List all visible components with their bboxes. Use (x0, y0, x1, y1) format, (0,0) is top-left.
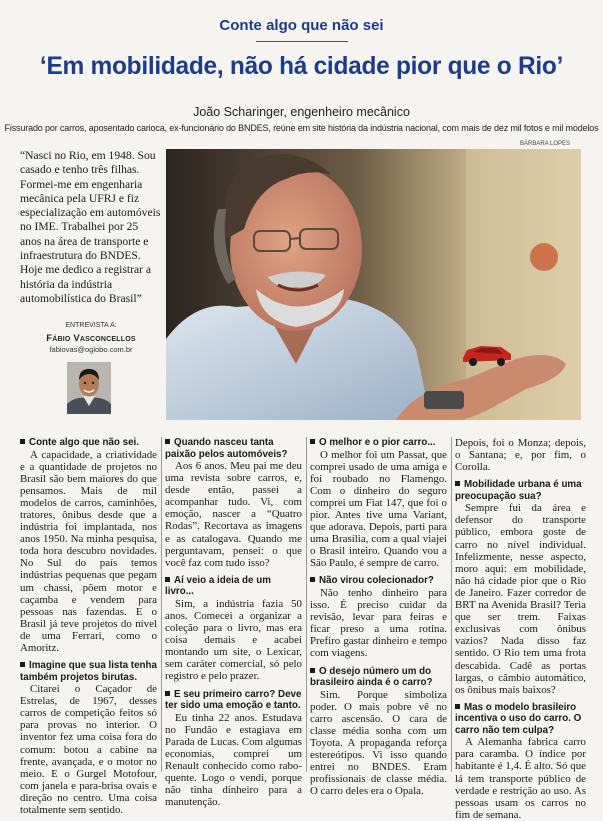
interviewer-email[interactable]: fabiovas@oglobo.com.br (49, 345, 133, 354)
question-heading: Não virou colecionador? (310, 575, 447, 587)
answer-paragraph: Não tenho dinheiro para isso. É preciso cuidar da revisão, levar para feiras e ficar preso a uma rotina. Prefiro gastar dinheiro e tempo com viagens. (310, 586, 447, 660)
bullet-icon (165, 439, 170, 444)
answer-paragraph: Aos 6 anos. Meu pai me deu uma revista sobre carros, e, desde então, passei a acompanhar tudo. Vi, com emoção, nascer a “Quatro Rodas”. Recortava as imagens e as catalogava. Quando me perguntavam, pensei: o que você faz com tudo isso? (165, 460, 302, 569)
answer-paragraph: Depois, foi o Monza; depois, o Santana; e, por fim, o Corolla. (455, 437, 586, 474)
bullet-icon (310, 577, 315, 582)
answer-paragraph: Sim. Porque simboliza poder. O mais pobre vê no carro ascensão. O cara de classe média sonha com um Toyota. A propaganda reforça estereótipos. Vi isso quando entrei no BNDES. Eram profissionais de classe média. O carro deles era o Opala. (310, 688, 447, 798)
photo-credit: BÁRBARA LOPES (520, 141, 571, 147)
answer-paragraph: A Alemanha fabrica carro para caramba. O índice por habitante é 1,4. É alto. Só que lá tem transporte público de verdade e restrição ao uso. As pessoas usam os carros no fim de semana. (455, 736, 586, 821)
column-divider (306, 437, 307, 772)
bullet-icon (20, 662, 25, 667)
bullet-icon (455, 481, 460, 486)
byline: João Scharinger, engenheiro mecânico (193, 105, 410, 119)
bullet-icon (20, 439, 25, 444)
question-heading: Conte algo que não sei. (20, 437, 157, 449)
interviewer-label: ENTREVISTA A: (65, 322, 117, 329)
bullet-icon (310, 668, 315, 673)
section-kicker: Conte algo que não sei (219, 17, 384, 34)
answer-paragraph: Eu tinha 22 anos. Estudava no Fundão e estagiava em Parada de Lucas. Com algumas economias, comprei um Renault conhecido como rabo-quente. Logo o vendi, porque não tinha dinheiro para a manutenção. (165, 711, 302, 809)
article-column-2 (165, 437, 302, 809)
kicker-divider (256, 41, 348, 42)
question-heading: Aí veio a ideia de um livro... (165, 574, 271, 598)
question-heading: Mas o modelo brasileiro incentiva o uso do carro. O carro não tem culpa? (455, 701, 582, 736)
interviewer-name: Fábio Vasconcellos (46, 333, 136, 344)
question-heading: Imagine que sua lista tenha também projetos birutas. (20, 660, 157, 683)
answer-paragraph: Sim, a indústria fazia 50 anos. Comecei a organizar a coleção para o livro, mas era coisa demais e acabei montando um site, o Lexicar, sem caráter comercial, só pelo registro e pelo prazer. (165, 597, 302, 683)
article-column-3 (310, 437, 447, 798)
bullet-icon (455, 704, 460, 709)
article-column-4 (455, 437, 586, 821)
question-heading: Mobilidade urbana é uma preocupação sua? (455, 479, 582, 502)
headline: ‘Em mobilidade, não há cidade pior que o Rio’ (39, 52, 564, 80)
question-heading: O desejo número um do brasileiro ainda é o carro? (310, 665, 433, 688)
article-column-1 (20, 437, 157, 817)
interviewer-box (20, 322, 162, 354)
bullet-icon (165, 577, 170, 582)
answer-paragraph: O melhor foi um Passat, que comprei usado de uma amiga e foi roubado no Flamengo. Com o dinheiro do seguro comprei um Fiat 147, que foi o pior. Antes tive uma Variant, que adorava. Depois, parti para uma Brasília, com a qual viajei o Brasil inteiro. Quando vou a São Paulo, é sempre de carro. (310, 448, 447, 570)
answer-paragraph: A capacidade, a criatividade e a quantidade de projetos no Brasil são bem maiores do que pensamos. Mais de mil modelos de carros, caminhões, tratores, ônibus desde que a indústria foi implantada, nos anos 1950. Na minha pesquisa, toda hora descubro novidades. No Sul do país temos indústrias pequenas que pegam um chassi, põem motor e caçamba e vendem para pessoas nas fazendas. E o Brasil já teve projetos do nível de uma Ferrari, como o Amoritz. (20, 448, 157, 654)
question-heading: E seu primeiro carro? Deve ter sido uma emoção e tanto. (165, 688, 302, 711)
bullet-icon (165, 691, 170, 696)
column-divider (161, 437, 162, 772)
answer-paragraph: Sempre fui da área e defensor do transporte público, embora goste de carro no nível individual. Infelizmente, nesse aspecto, moro aqui: em mobilidade, não há cidade pior que o Rio de Janeiro. Fazer corredor de BRT na Avenida Brasil? Teria que ser trem. Faixas exclusivas com ônibus vazios? Nada disso faz sentido. O Rio tem uma frota descabida. Cadê as portas largas, o câmbio automático, os ônibus mais baixos? (455, 502, 586, 696)
column-divider (451, 437, 452, 772)
portrait-photo (166, 149, 581, 420)
pull-quote: “Nasci no Rio, em 1948. Sou casado e tenho três filhas. Formei-me em engenharia mecânica pela UFRJ e fiz especialização em automóveis no IME. Trabalhei por 25 anos na área de transporte e infraestrutura do BNDES. Hoje me dedico a registrar a história da indústria automobilística do Brasil” (20, 149, 161, 305)
question-heading: O melhor e o pior carro... (310, 437, 447, 449)
bullet-icon (310, 439, 315, 444)
interviewer-avatar (67, 362, 111, 414)
question-heading: Quando nasceu tanta paixão pelos automóveis? (165, 437, 288, 460)
deck-subtitle: Fissurado por carros, aposentado carioca, ex-funcionário do BNDES, reúne em site história da indústria nacional, com mais de dez mil fotos e mil modelos (4, 123, 599, 133)
answer-paragraph: Citarei o Caçador de Estrelas, de 1967, desses carros de competição feitos só para provas no interior. O inventor fez uma coisa fora do comum: botou a cabine na frente, avançada, e o motor no meio. E o Gurgel Motofour, com janela e para-brisa ovais e direção no centro. Uma coisa totalmente sem sentido. (20, 683, 157, 817)
